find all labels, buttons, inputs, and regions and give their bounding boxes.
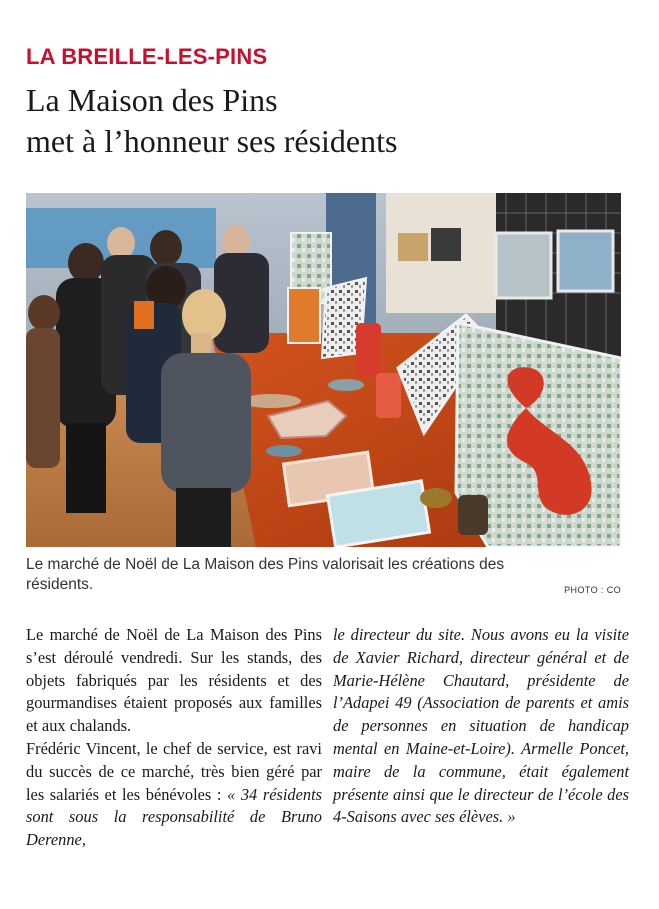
body-paragraph-2 — [26, 738, 322, 852]
body-paragraph-2-intro: Frédéric Vincent, le chef de service, est ravi du succès de ce marché, très bien géré par les salariés et les bénévoles : — [26, 738, 322, 804]
headline-line-2: met à l’honneur ses résidents — [26, 123, 398, 159]
photo-credit: PHOTO : CO — [564, 585, 621, 595]
headline — [26, 80, 636, 162]
body-paragraph-2-quote: « 34 résidents sont sous la responsabilité de Bruno Derenne, — [26, 784, 323, 850]
body-paragraph-1: Le marché de Noël de La Maison des Pins s’est déroulé vendredi. Sur les stands, des objets fabriqués par les résidents et des gourmandises étaient proposés aux familles et aux chalands. — [26, 625, 322, 736]
body-column-1 — [26, 624, 322, 852]
body-column-2 — [333, 624, 629, 829]
body-paragraph-3: le directeur du site. Nous avons eu la visite de Xavier Richard, directeur général et de Marie-Hélène Chautard, présidente de l’Adapei 49 (Association de parents et amis de personnes en situation de handicap mental en Maine-et-Loire). Armelle Poncet, maire de la commune, était également présente ainsi que le directeur de l’école des 4-Saisons avec ses élèves. » — [333, 625, 629, 827]
photo-caption: Le marché de Noël de La Maison des Pins valorisait les créations des résidents. — [26, 556, 505, 593]
kicker: LA BREILLE-LES-PINS — [26, 44, 268, 69]
article-photo — [26, 193, 621, 547]
headline-line-1: La Maison des Pins — [26, 82, 278, 118]
photo-illustration — [26, 193, 621, 547]
